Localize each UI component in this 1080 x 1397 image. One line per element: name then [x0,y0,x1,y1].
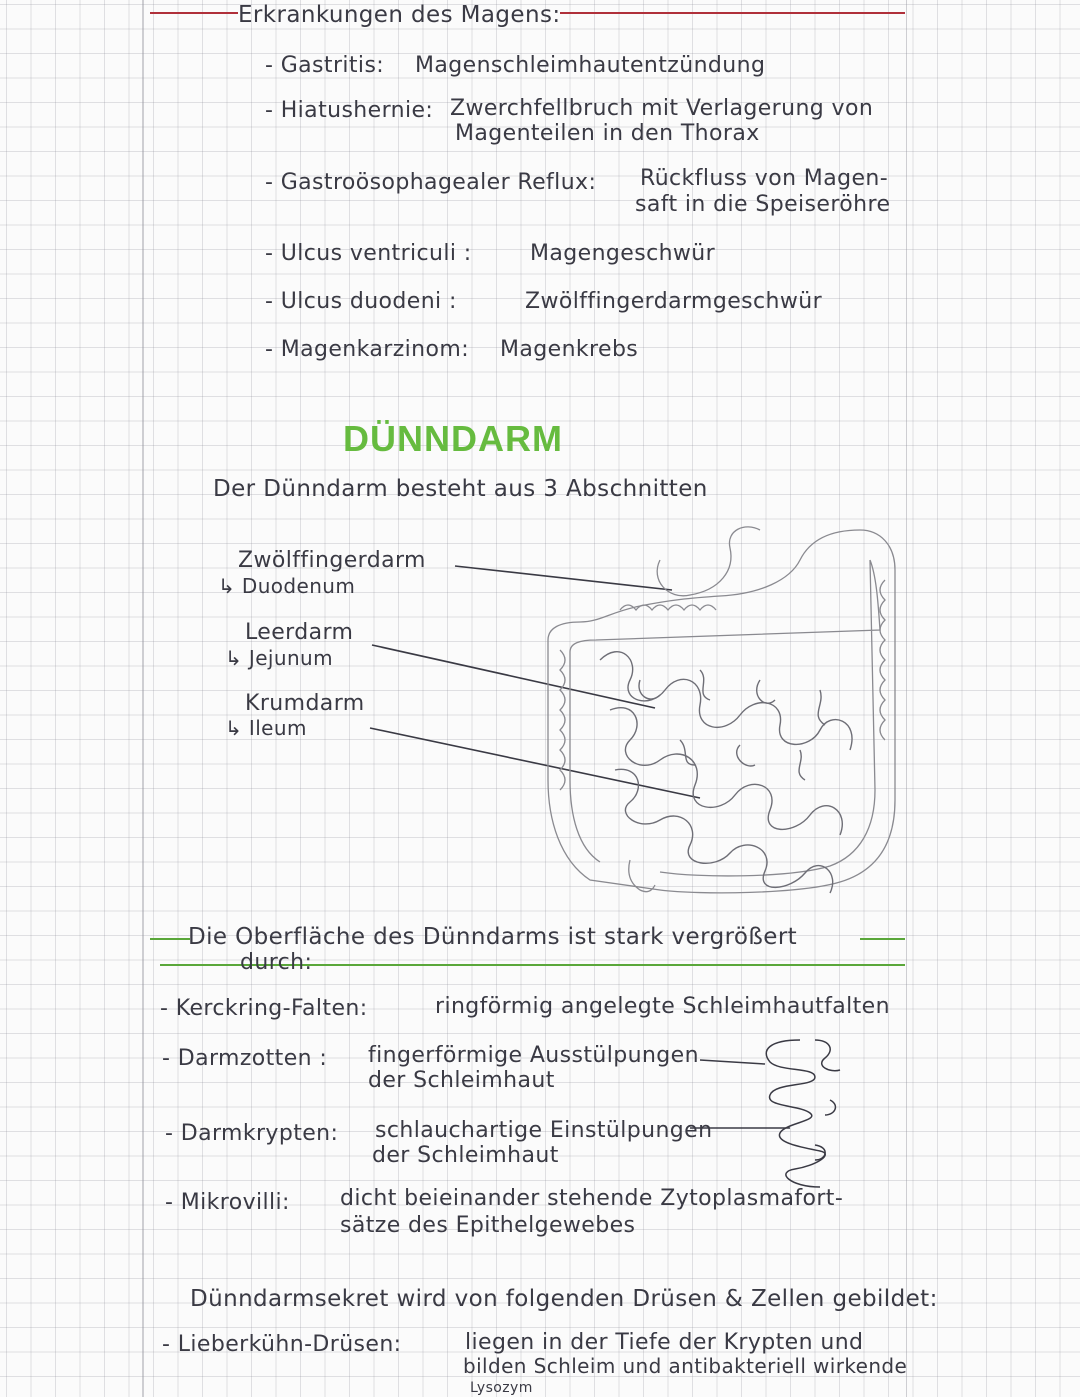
item-definition: schlauchartige Einstülpungen [375,1118,713,1143]
item-term: - Gastroösophagealer Reflux: [265,170,597,195]
item-term: - Magenkarzinom: [265,337,470,362]
item-definition-cont: der Schleimhaut [372,1143,559,1168]
item-definition: Zwerchfellbruch mit Verlagerung von [450,96,874,121]
item-term: - Darmkrypten: [165,1121,339,1146]
item-definition-cont: Magenteilen in den Thorax [455,121,760,146]
label-jejunum: Leerdarm [245,620,354,645]
item-definition: ringförmig angelegte Schleimhautfalten [435,994,890,1019]
secretion-intro: Dünndarmsekret wird von folgenden Drüsen & Zellen gebildet: [190,1286,938,1312]
item-definition-cont: sätze des Epithelgewebes [340,1213,636,1238]
item-term: - Gastritis: [265,53,385,78]
item-term: - Kerckring-Falten: [160,996,368,1021]
intro-text: Der Dünndarm besteht aus 3 Abschnitten [213,476,708,502]
villi-tips [815,1040,840,1160]
label-ileum-latin: ↳ Ileum [225,716,307,740]
item-definition: Magenschleimhautentzündung [415,53,766,78]
item-term: - Lieberkühn-Drüsen: [162,1332,402,1357]
item-definition-cont: saft in die Speiseröhre [635,192,891,217]
surface-heading-cont: durch: [240,950,313,975]
item-definition: Magenkrebs [500,337,639,362]
item-term: - Ulcus ventriculi : [265,241,472,266]
item-definition: Rückfluss von Magen- [640,166,889,191]
item-definition-cont: der Schleimhaut [368,1068,555,1093]
item-definition-cont: bilden Schleim und antibakteriell wirkende [463,1354,908,1378]
section-title: DÜNNDARM [343,418,563,459]
villi-outline [766,1040,825,1187]
surface-heading: Die Oberfläche des Dünndarms ist stark vergrößert [188,924,798,950]
item-definition: dicht beieinander stehende Zytoplasmafort- [340,1186,844,1211]
item-term: - Hiatushernie: [265,98,434,123]
label-duodenum: Zwölffingerdarm [238,548,426,573]
item-term: - Ulcus duodeni : [265,289,457,314]
item-definition: Magengeschwür [530,241,716,266]
label-ileum: Krumdarm [245,691,365,716]
stomach-heading: Erkrankungen des Magens: [238,2,561,28]
item-term: - Mikrovilli: [165,1190,290,1215]
label-jejunum-latin: ↳ Jejunum [225,646,333,670]
item-definition: fingerförmige Ausstülpungen [368,1043,699,1068]
item-term: - Darmzotten : [162,1046,328,1071]
item-definition: liegen in der Tiefe der Krypten und [465,1330,864,1355]
leader-line-villi [700,1060,765,1064]
item-definition: Zwölffingerdarmgeschwür [525,289,823,314]
label-duodenum-latin: ↳ Duodenum [218,574,356,598]
item-definition-cont: Lysozym [470,1380,533,1396]
